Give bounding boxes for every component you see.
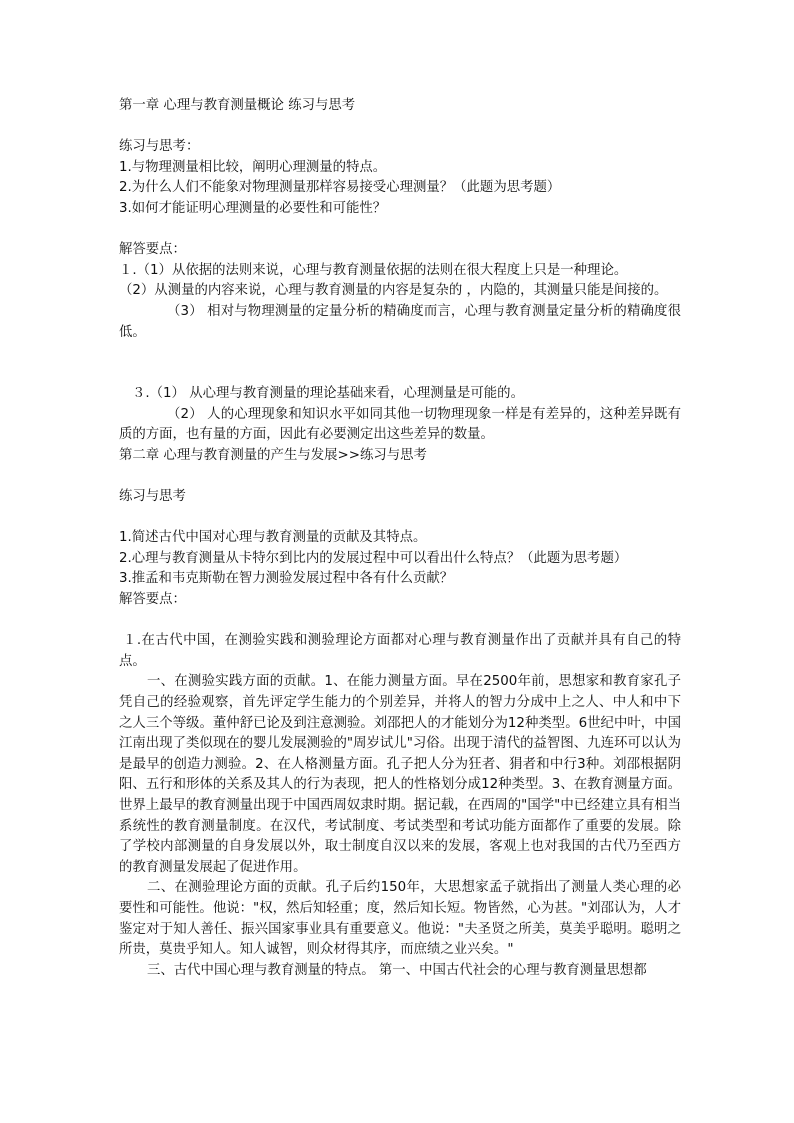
chapter2-answer-heading: 解答要点： — [119, 592, 186, 608]
chapter2-exercise-heading: 练习与思考 — [119, 489, 186, 505]
spacer — [119, 117, 681, 138]
chapter1-answer-1-1: １.（1）从依据的法则来说，心理与教育测量依据的法则在很大程度上只是一种理论。 — [119, 262, 628, 278]
chapter1-title: 第一章 心理与教育测量概论 练习与思考 — [119, 98, 356, 113]
chapter1-question-1: 1.与物理测量相比较，阐明心理测量的特点。 — [119, 159, 387, 175]
chapter1-exercise-heading: 练习与思考： — [119, 139, 200, 155]
chapter2-answer-1-part1: 一、在测验实践方面的贡献。1、在能力测量方面。早在2500年前，思想家和教育家孔子凭自己的经验观察，首先评定学生能力的个别差异，并将人的智力分成中上之人、中人和中下之人三个等级。董仲舒已论及到注意测验。刘邵把人的才能划分为12种类型。6世纪中叶，中国江南出现了类似现在的婴儿发展测验的"周岁试儿"习俗。出现于清代的益智图、九连环可以认为是最早的创造力测验。2、在人格测量方面。孔子把人分为狂者、狷者和中行3种。刘邵根据阴阳、五行和形体的关系及其人的行为表现，把人的性格划分成12种类型。3、在教育测量方面。世界上最早的教育测量出现于中国西周奴隶时期。据记载，在西周的"国学"中已经建立具有相当系统性的教育测量制度。在汉代，考试制度、考试类型和考试功能方面都作了重要的发展。除了学校内部测量的自身发展以外，取士制度自汉以来的发展，客观上也对我国的古代乃至西方的教育测量发展起了促进作用。 — [119, 674, 681, 875]
chapter2-answer-1-part3: 三、古代中国心理与教育测量的特点。 第一、中国古代社会的心理与教育测量思想都 — [147, 962, 647, 978]
spacer — [119, 611, 681, 632]
spacer — [119, 467, 681, 488]
chapter1-answer-heading: 解答要点： — [119, 242, 186, 258]
chapter1-question-3: 3.如何才能证明心理测量的必要性和可能性？ — [119, 200, 387, 216]
chapter2-question-1: 1.简述古代中国对心理与教育测量的贡献及其特点。 — [119, 530, 427, 546]
chapter2-question-2: 2.心理与教育测量从卡特尔到比内的发展过程中可以看出什么特点？（此题为思考题） — [119, 550, 628, 566]
chapter2-title: 第二章 心理与教育测量的产生与发展>>练习与思考 — [119, 447, 427, 463]
chapter2-answer-1-intro: １.在古代中国，在测验实践和测验理论方面都对心理与教育测量作出了贡献并具有自己的特点。 — [119, 633, 681, 669]
chapter1-answer-1-2: （2）从测量的内容来说，心理与教育测量的内容是复杂的 ，内隐的，其测量只能是间接的。 — [119, 283, 668, 299]
spacer — [119, 343, 681, 384]
document-page — [119, 96, 681, 981]
chapter2-answer-1-part2: 二、在测验理论方面的贡献。孔子后约150年，大思想家孟子就指出了测量人类心理的必要性和可能性。他说："权，然后知轻重；度，然后知长短。物皆然，心为甚。"刘邵认为，人才鉴定对于知人善任、振兴国家事业具有重要意义。他说："夫圣贤之所美，莫美乎聪明。聪明之所贵，莫贵乎知人。知人诚智，则众材得其序，而庶绩之业兴矣。" — [119, 880, 681, 958]
chapter1-question-2: 2.为什么人们不能象对物理测量那样容易接受心理测量？（此题为思考题） — [119, 180, 561, 196]
spacer — [119, 220, 681, 241]
chapter1-answer-3-2: （2） 人的心理现象和知识水平如同其他一切物理现象一样是有差异的，这种差异既有质的方面，也有量的方面，因此有必要测定出这些差异的数量。 — [119, 406, 681, 443]
chapter1-answer-3-1: ３.（1） 从心理与教育测量的理论基础来看，心理测量是可能的。 — [132, 386, 524, 402]
chapter2-question-3: 3.推孟和韦克斯勒在智力测验发展过程中各有什么贡献？ — [119, 571, 454, 587]
chapter1-answer-1-3: （3） 相对与物理测量的定量分析的精确度而言，心理与教育测量定量分析的精确度很低。 — [119, 303, 681, 340]
spacer — [119, 508, 681, 529]
